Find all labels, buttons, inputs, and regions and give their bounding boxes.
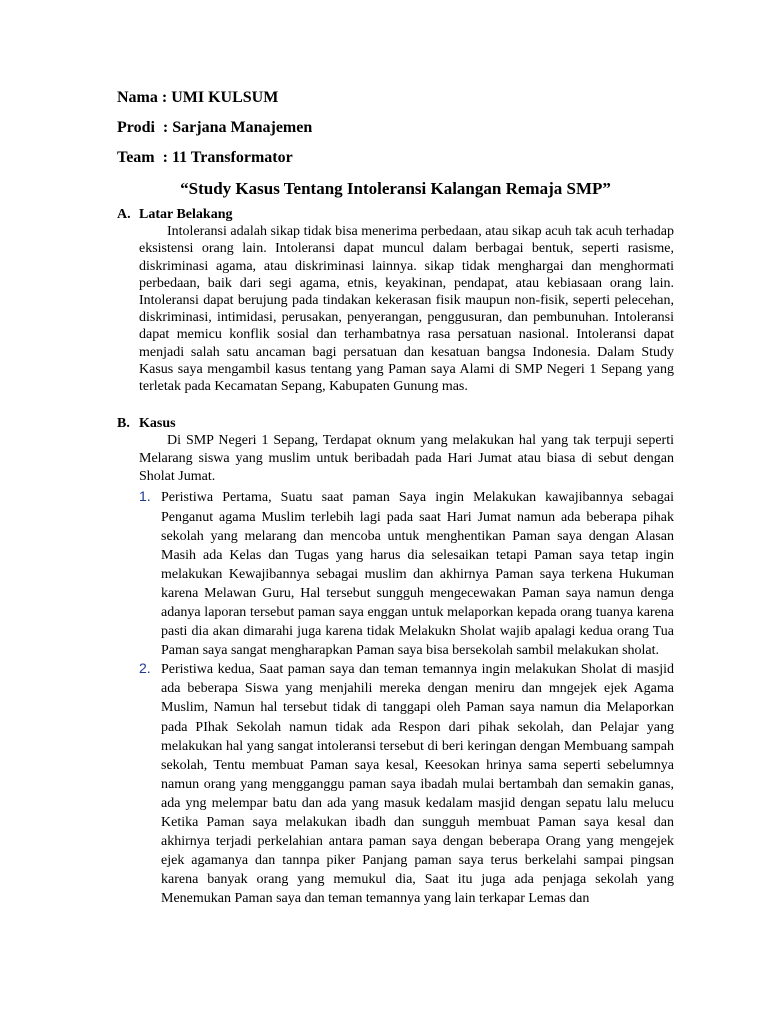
case-list [139,488,674,908]
prodi-value: Sarjana Manajemen [172,119,313,136]
section-b-intro: Di SMP Negeri 1 Sepang, Terdapat oknum yang melakukan hal yang tak terpuji seperti Melarang siswa yang muslim untuk beribadah pada Hari Jumat atau biasa di sebut dengan Sholat Jumat. [139,433,674,485]
team-value: 11 Transformator [171,149,293,166]
section-latar-belakang [117,206,674,395]
nama-label: Nama : [117,89,172,106]
prodi-line [117,116,674,146]
section-b-letter: B. [117,416,130,432]
list-item [139,488,674,660]
nama-line [117,86,674,116]
list-item-text: Peristiwa kedua, Saat paman saya dan teman temannya ingin melakukan Sholat di masjid ada beberapa Siswa yang menjahili mereka dengan meniru dan mngejek ejek Agama Muslim, Namun hal tersebut tidak di tanggapi oleh Paman saya namun dia Melaporkan pada PIhak Sekolah namun tidak ada Respon dari pihak sekolah, dan Pelajar yang melakukan hal yang sangat intoleransi tersebut di beri keringan dengan Membuang sampah sekolah, Tentu membuat Paman saya kesal, Keesokan hrinya sama seperti sebelumnya namun orang yang mengganggu paman saya ibadah mulai bertambah dan semakin ganas, ada yng melempar batu dan ada yang masuk kedalam masjid dengan sepatu lalu melucu Ketika Paman saya melakukan ibadh dan sungguh membuat Paman saya kesal dan akhirnya terjadi perkelahian antara paman saya dengan beberapa Orang yang mengejek ejek agamanya dan tannpa piker Panjang paman saya terus berkelahi sampai pingsan karena banyak orang yang memukul dia, Saat itu juga ada penjaga sekolah yang Menemukan Paman saya dan teman temannya yang lain terkapar Lemas dan [161,662,674,907]
team-line [117,146,674,176]
section-a-body: Intoleransi adalah sikap tidak bisa menerima perbedaan, atau sikap acuh tak acuh terhadap eksistensi orang lain. Intoleransi dapat muncul dalam berbagai bentuk, seperti rasisme, diskriminasi agama, atau diskriminasi lainnya. sikap tidak menghargai dan menghormati perbedaan, baik dari segi agama, etnis, keyakinan, pendapat, atau kebiasaan orang lain. Intoleransi dapat berujung pada tindakan kekerasan fisik maupun non-fisik, seperti pelecehan, diskriminasi, intimidasi, perusakan, penyerangan, penggusuran, dan pembunuhan. Intoleransi dapat memicu konflik sosial dan terhambatnya rasa persatuan nasional. Intoleransi dapat menjadi salah satu ancaman bagi persatuan dan kesatuan bangsa Indonesia. Dalam Study Kasus saya mengambil kasus tentang yang Paman saya Alami di SMP Negeri 1 Sepang yang terletak pada Kecamatan Sepang, Kabupaten Gunung mas. [139,224,674,395]
team-label: Team : [117,149,172,166]
section-a-letter: A. [117,207,131,222]
list-item-text: Peristiwa Pertama, Suatu saat paman Saya ingin Melakukan kawajibannya sebagai Penganut agama Muslim terlebih lagi pada saat Hari Jumat namun ada beberapa pihak sekolah yang melarang dan mencoba untuk menghentikan Paman saya dengan Alasan Masih ada Kelas dan Tugas yang harus dia selesaikan tetapi Paman saya tetap ingin melakukan Kewajibannya sebagai muslim dan akhirnya Paman saya terkena Hukuman karena Melawan Guru, Hal tersebut sungguh mengecewakan Paman saya namun denga adanya laporan tersebut paman saya enggan untuk melaporkan kepada orang tuanya karena pasti dia akan dimarahi juga karena tidak Melakukn Sholat wajib apalagi kedua orang Tua Paman saya sangat mengharapkan Paman saya bisa bersekolah sambil melakukan sholat. [161,490,674,659]
section-a-title: Latar Belakang [139,207,233,222]
section-b-heading [117,415,674,432]
list-item-number: 1. [139,488,151,505]
list-item [139,660,674,908]
section-kasus [117,415,674,908]
list-item-number: 2. [139,660,151,677]
nama-value: UMI KULSUM [171,89,279,106]
section-b-title: Kasus [139,416,176,432]
section-a-heading [117,206,674,223]
document-title: “Study Kasus Tentang Intoleransi Kalangan Remaja SMP” [180,179,611,198]
prodi-label: Prodi : [117,119,173,136]
